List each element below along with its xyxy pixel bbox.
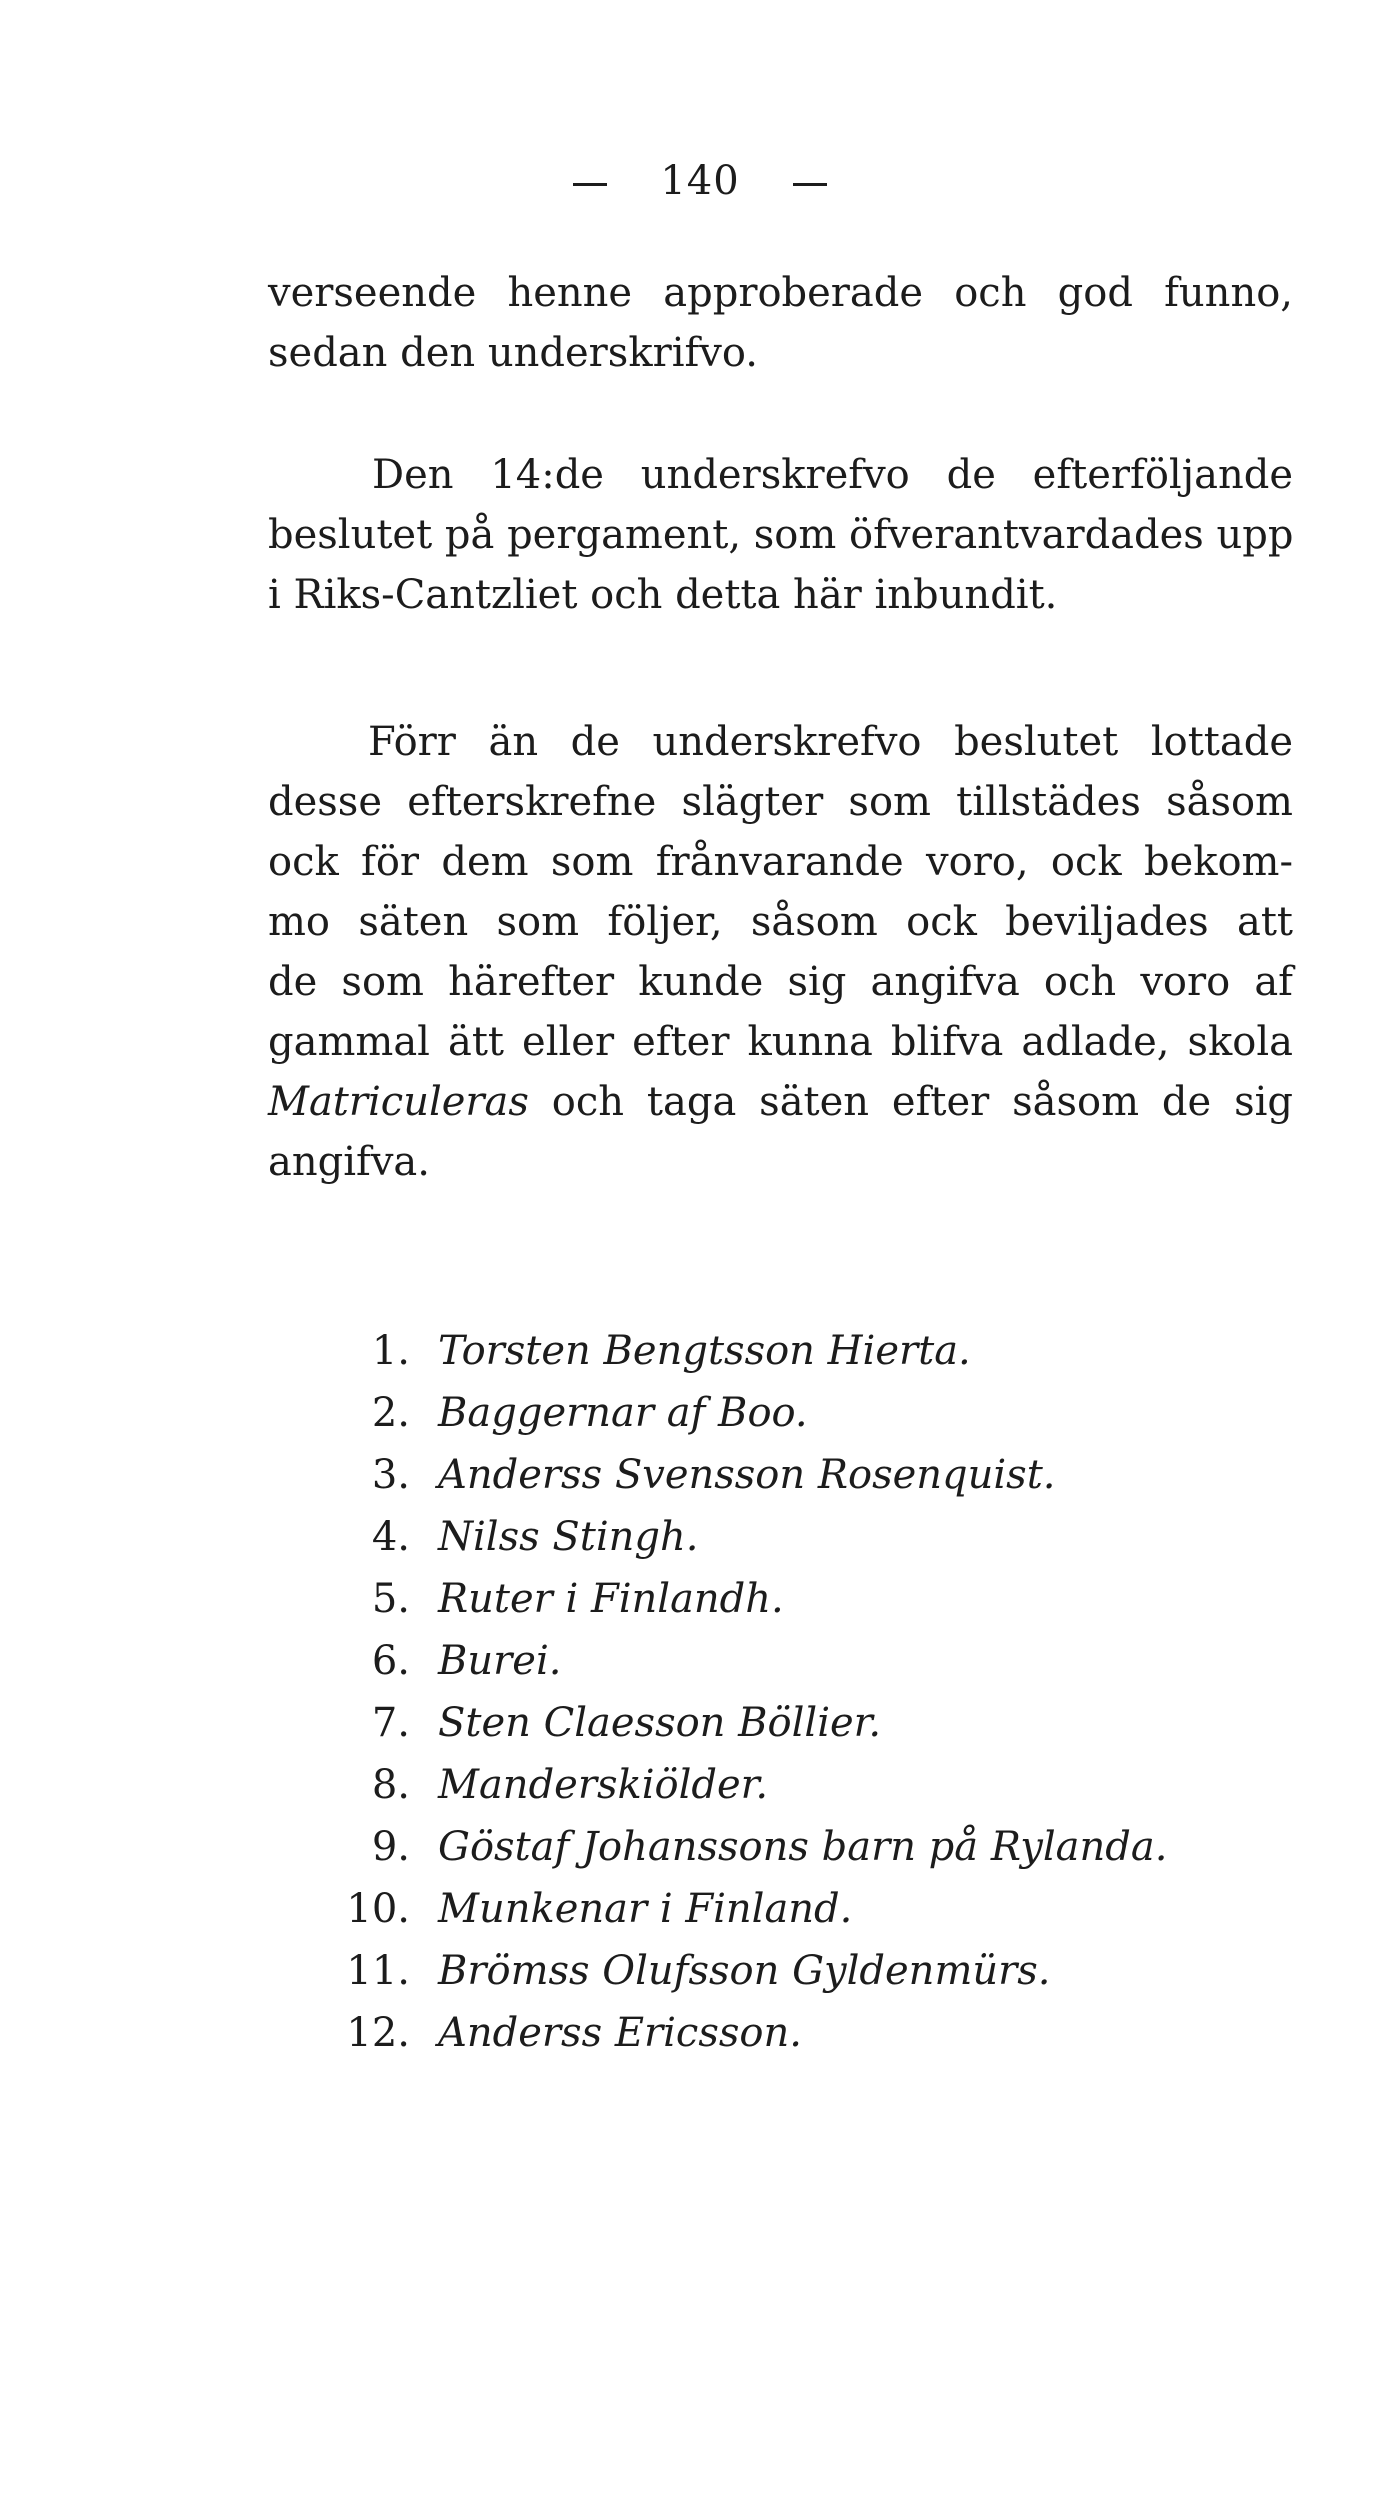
list-item bbox=[330, 1568, 1167, 1630]
list-number: 10. bbox=[346, 1886, 410, 1932]
text-line: ock för dem som frånvarande voro, ock bekom- bbox=[268, 839, 1293, 885]
list-item bbox=[330, 1506, 1167, 1568]
list-name: Burei. bbox=[438, 1638, 562, 1684]
list-item bbox=[330, 1692, 1167, 1754]
list-number: 11. bbox=[346, 1948, 410, 1994]
list-item bbox=[330, 1320, 1167, 1382]
list-number: 9. bbox=[371, 1824, 410, 1870]
list-name: Anderss Ericsson. bbox=[438, 2010, 802, 2056]
text-line: beslutet på pergament, som öfverantvardades upp bbox=[268, 512, 1294, 558]
page-header bbox=[0, 158, 1400, 204]
list-name: Anderss Svensson Rosenquist. bbox=[438, 1452, 1056, 1498]
text-line: gammal ätt eller efter kunna blifva adlade, skola bbox=[268, 1019, 1293, 1065]
list-name: Sten Claesson Böllier. bbox=[438, 1700, 882, 1746]
text-line: i Riks-Cantzliet och detta här inbundit. bbox=[268, 572, 1058, 618]
page-number: 140 bbox=[660, 158, 740, 204]
list-name: Munkenar i Finland. bbox=[438, 1886, 853, 1932]
text-fragment: och taga säten efter såsom de sig bbox=[528, 1079, 1293, 1125]
text-line: sedan den underskrifvo. bbox=[268, 330, 758, 376]
text-line: verseende henne approberade och god funno, bbox=[268, 270, 1293, 316]
list-name: Torsten Bengtsson Hierta. bbox=[438, 1328, 971, 1374]
list-number: 7. bbox=[371, 1700, 410, 1746]
list-name: Ruter i Finlandh. bbox=[438, 1576, 784, 1622]
list-number: 12. bbox=[346, 2010, 410, 2056]
list-item bbox=[330, 1630, 1167, 1692]
paragraph-2 bbox=[268, 445, 1293, 625]
list-item bbox=[330, 1382, 1167, 1444]
list-number: 8. bbox=[371, 1762, 410, 1808]
text-line: Den 14:de underskrefvo de efterföljande bbox=[372, 452, 1293, 498]
list-name: Baggernar af Boo. bbox=[438, 1390, 808, 1436]
list-name: Manderskiölder. bbox=[438, 1762, 769, 1808]
list-number: 1. bbox=[371, 1328, 410, 1374]
list-number: 4. bbox=[371, 1514, 410, 1560]
list-name: Göstaf Johanssons barn på Rylanda. bbox=[438, 1824, 1168, 1870]
list-number: 2. bbox=[371, 1390, 410, 1436]
list-number: 6. bbox=[371, 1638, 410, 1684]
list-number: 3. bbox=[371, 1452, 410, 1498]
paragraph-1 bbox=[268, 263, 1293, 383]
text-line: de som härefter kunde sig angifva och voro af bbox=[268, 959, 1293, 1005]
family-list bbox=[330, 1320, 1167, 2064]
list-item bbox=[330, 1754, 1167, 1816]
paragraph-3 bbox=[268, 712, 1293, 1192]
header-dash-right bbox=[793, 183, 827, 186]
list-item bbox=[330, 1940, 1167, 2002]
text-line: mo säten som följer, såsom ock beviljades att bbox=[268, 899, 1293, 945]
list-item bbox=[330, 2002, 1167, 2064]
list-name: Nilss Stingh. bbox=[438, 1514, 699, 1560]
italic-word: Matriculeras bbox=[268, 1079, 529, 1125]
header-dash-left bbox=[573, 183, 607, 186]
text-line: Förr än de underskrefvo beslutet lottade bbox=[368, 719, 1293, 765]
list-name: Brömss Olufsson Gyldenmürs. bbox=[438, 1948, 1051, 1994]
text-line: desse efterskrefne slägter som tillstädes såsom bbox=[268, 779, 1293, 825]
list-number: 5. bbox=[371, 1576, 410, 1622]
list-item bbox=[330, 1878, 1167, 1940]
list-item bbox=[330, 1816, 1167, 1878]
text-line: angifva. bbox=[268, 1139, 430, 1185]
text-line bbox=[268, 1072, 1293, 1132]
list-item bbox=[330, 1444, 1167, 1506]
